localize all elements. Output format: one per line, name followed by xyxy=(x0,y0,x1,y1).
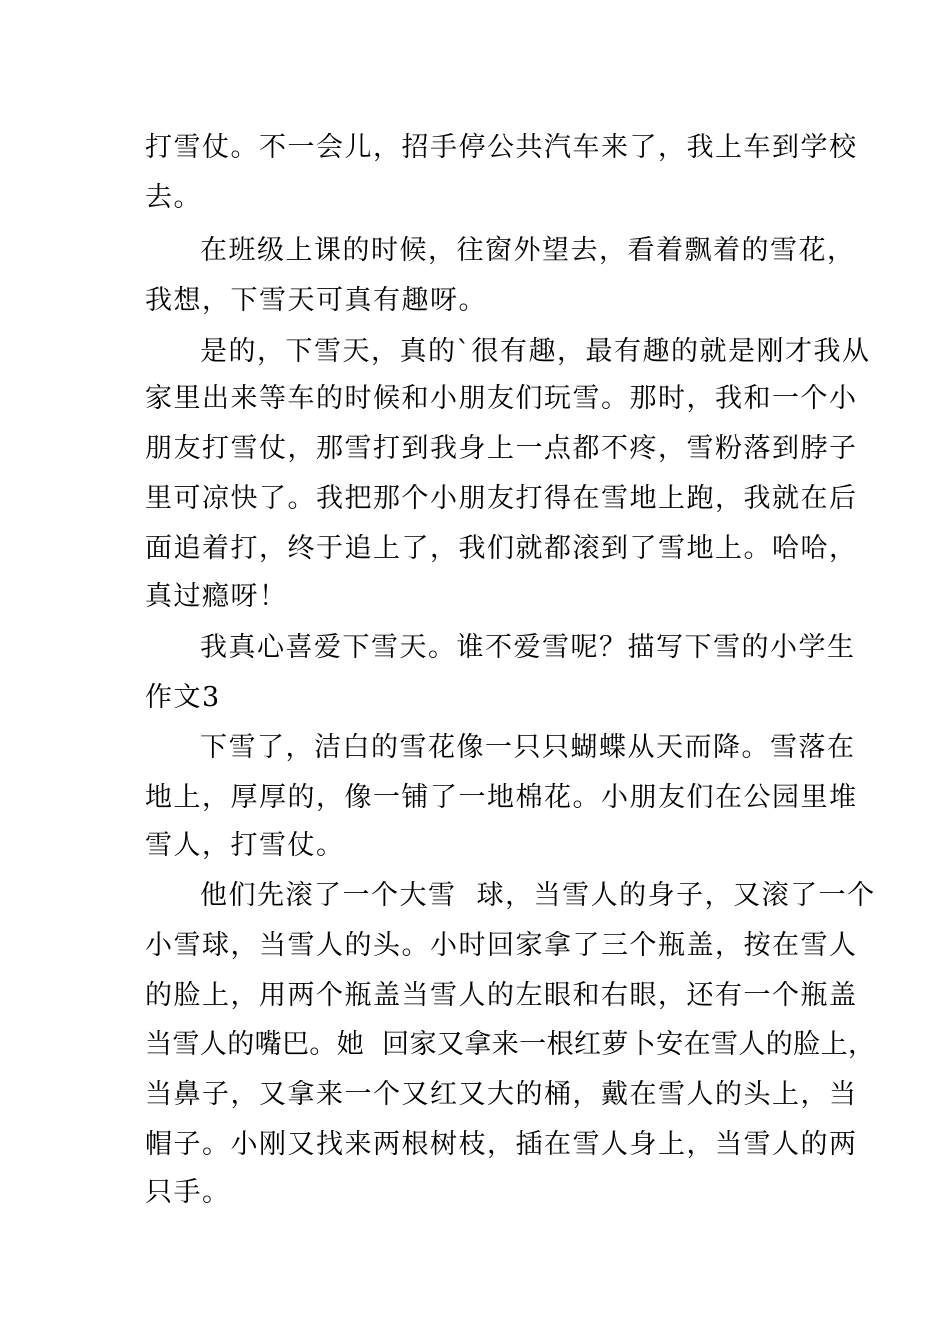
text-line: 只手。 xyxy=(145,1177,231,1208)
text-line: 当雪人的嘴巴。她 回家又拿来一根红萝卜安在雪人的脸上， xyxy=(145,1029,876,1060)
text-line: 真过瘾呀！ xyxy=(145,581,288,612)
text-line: 他们先滚了一个大雪 球，当雪人的身子，又滚了一个 xyxy=(200,880,876,911)
text-line: 里可凉快了。我把那个小朋友打得在雪地上跑，我就在后 xyxy=(145,483,858,514)
text-line: 地上，厚厚的，像一铺了一地棉花。小朋友们在公园里堆 xyxy=(145,782,858,813)
text-line: 作文3 xyxy=(145,682,221,713)
text-line: 打雪仗。不一会儿，招手停公共汽车来了，我上车到学校 xyxy=(145,132,858,163)
text-line: 帽子。小刚又找来两根树枝，插在雪人身上，当雪人的两 xyxy=(145,1129,858,1160)
text-line: 朋友打雪仗，那雪打到我身上一点都不疼，雪粉落到脖子 xyxy=(145,433,858,464)
text-line: 的脸上，用两个瓶盖当雪人的左眼和右眼，还有一个瓶盖 xyxy=(145,980,858,1011)
text-line: 去。 xyxy=(145,182,202,213)
text-line: 是的，下雪天，真的`很有趣，最有趣的就是刚才我从 xyxy=(200,336,871,367)
text-line: 雪人，打雪仗。 xyxy=(145,830,345,861)
text-line: 面追着打，终于追上了，我们就都滚到了雪地上。哈哈， xyxy=(145,533,858,564)
text-line: 小雪球，当雪人的头。小时回家拿了三个瓶盖，按在雪人 xyxy=(145,930,858,961)
text-line: 当鼻子，又拿来一个又红又大的桶，戴在雪人的头上，当 xyxy=(145,1079,858,1110)
text-line: 家里出来等车的时候和小朋友们玩雪。那时，我和一个小 xyxy=(145,383,858,414)
text-line: 我真心喜爱下雪天。谁不爱雪呢？描写下雪的小学生 xyxy=(200,632,856,663)
text-line: 下雪了，洁白的雪花像一只只蝴蝶从天而降。雪落在 xyxy=(200,732,856,763)
text-line: 我想，下雪天可真有趣呀。 xyxy=(145,285,487,316)
text-line: 在班级上课的时候，往窗外望去，看着飘着的雪花， xyxy=(200,235,856,266)
